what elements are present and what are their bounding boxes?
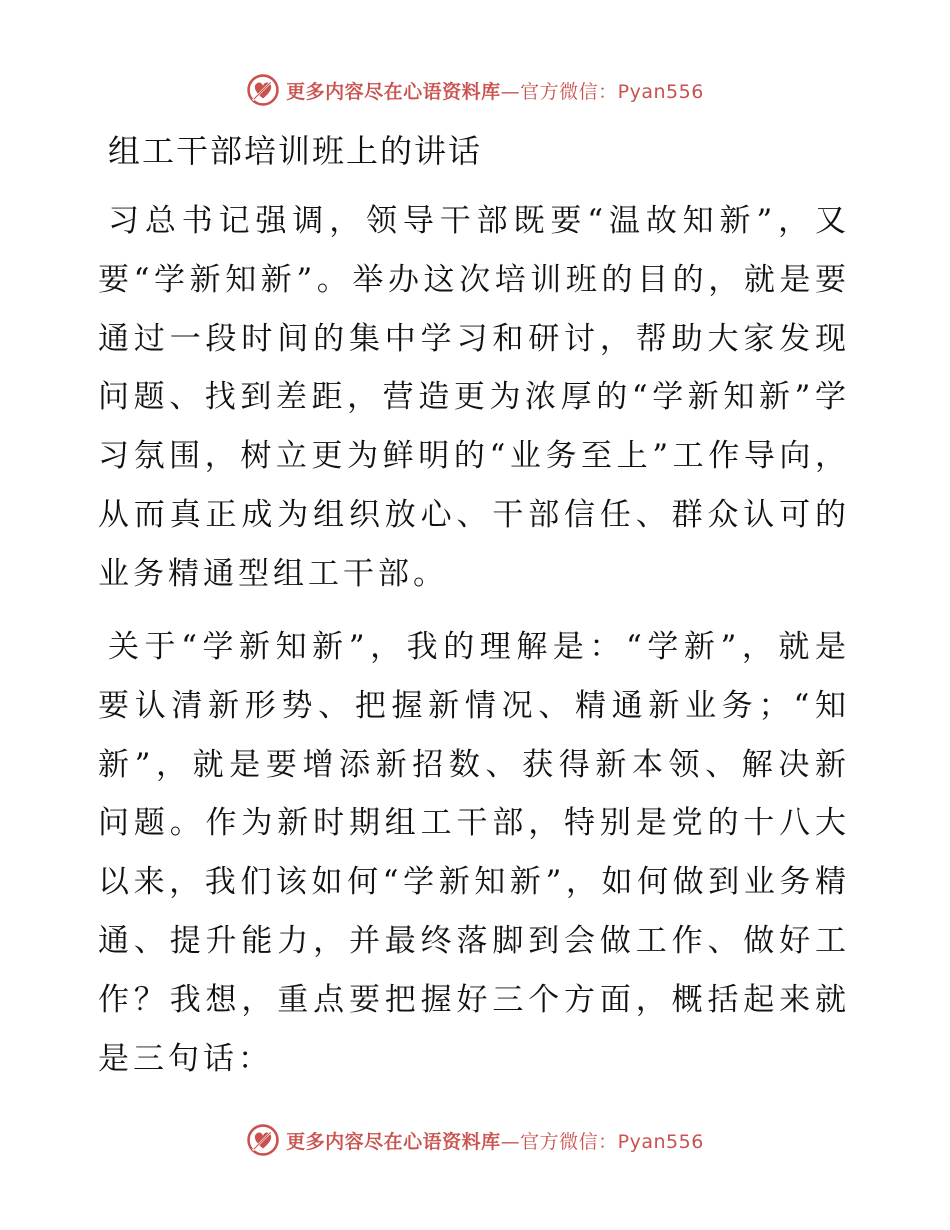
paragraph-1: 习总书记强调，领导干部既要“温故知新”，又要“学新知新”。举办这次培训班的目的，就是要通过一段时间的集中学习和研讨，帮助大家发现问题、找到差距，营造更为浓厚的“学新知新”学习氛围，树立更为鲜明的“业务至上”工作导向，从而真正成为组织放心、干部信任、群众认可的业务精通型组工干部。 [98, 203, 850, 592]
footer-watermark [0, 1120, 950, 1160]
watermark-text [286, 77, 704, 104]
paragraph-2: 关于“学新知新”，我的理解是：“学新”，就是要认清新形势、把握新情况、精通新业务；“知新”，就是要增添新招数、获得新本领、解决新问题。作为新时期组工干部，特别是党的十八大以来，我们该如何“学新知新”，如何做到业务精通、提升能力，并最终落脚到会做工作、做好工作？我想，重点要把握好三个方面，概括起来就是三句话： [98, 629, 850, 1077]
heart-logo-icon [246, 1123, 280, 1157]
watermark-text [286, 1127, 704, 1154]
watermark-separator: — [500, 80, 521, 103]
watermark-brand: 更多内容尽在心语资料库 [286, 80, 501, 103]
document-title: 组工干部培训班上的讲话 [108, 132, 483, 170]
heart-logo-icon [246, 73, 280, 107]
header-watermark [0, 70, 950, 110]
watermark-contact: 官方微信：Pyan556 [520, 1130, 704, 1153]
watermark-separator: — [500, 1130, 521, 1153]
watermark-contact: 官方微信：Pyan556 [520, 80, 704, 103]
watermark-brand: 更多内容尽在心语资料库 [286, 1130, 501, 1153]
